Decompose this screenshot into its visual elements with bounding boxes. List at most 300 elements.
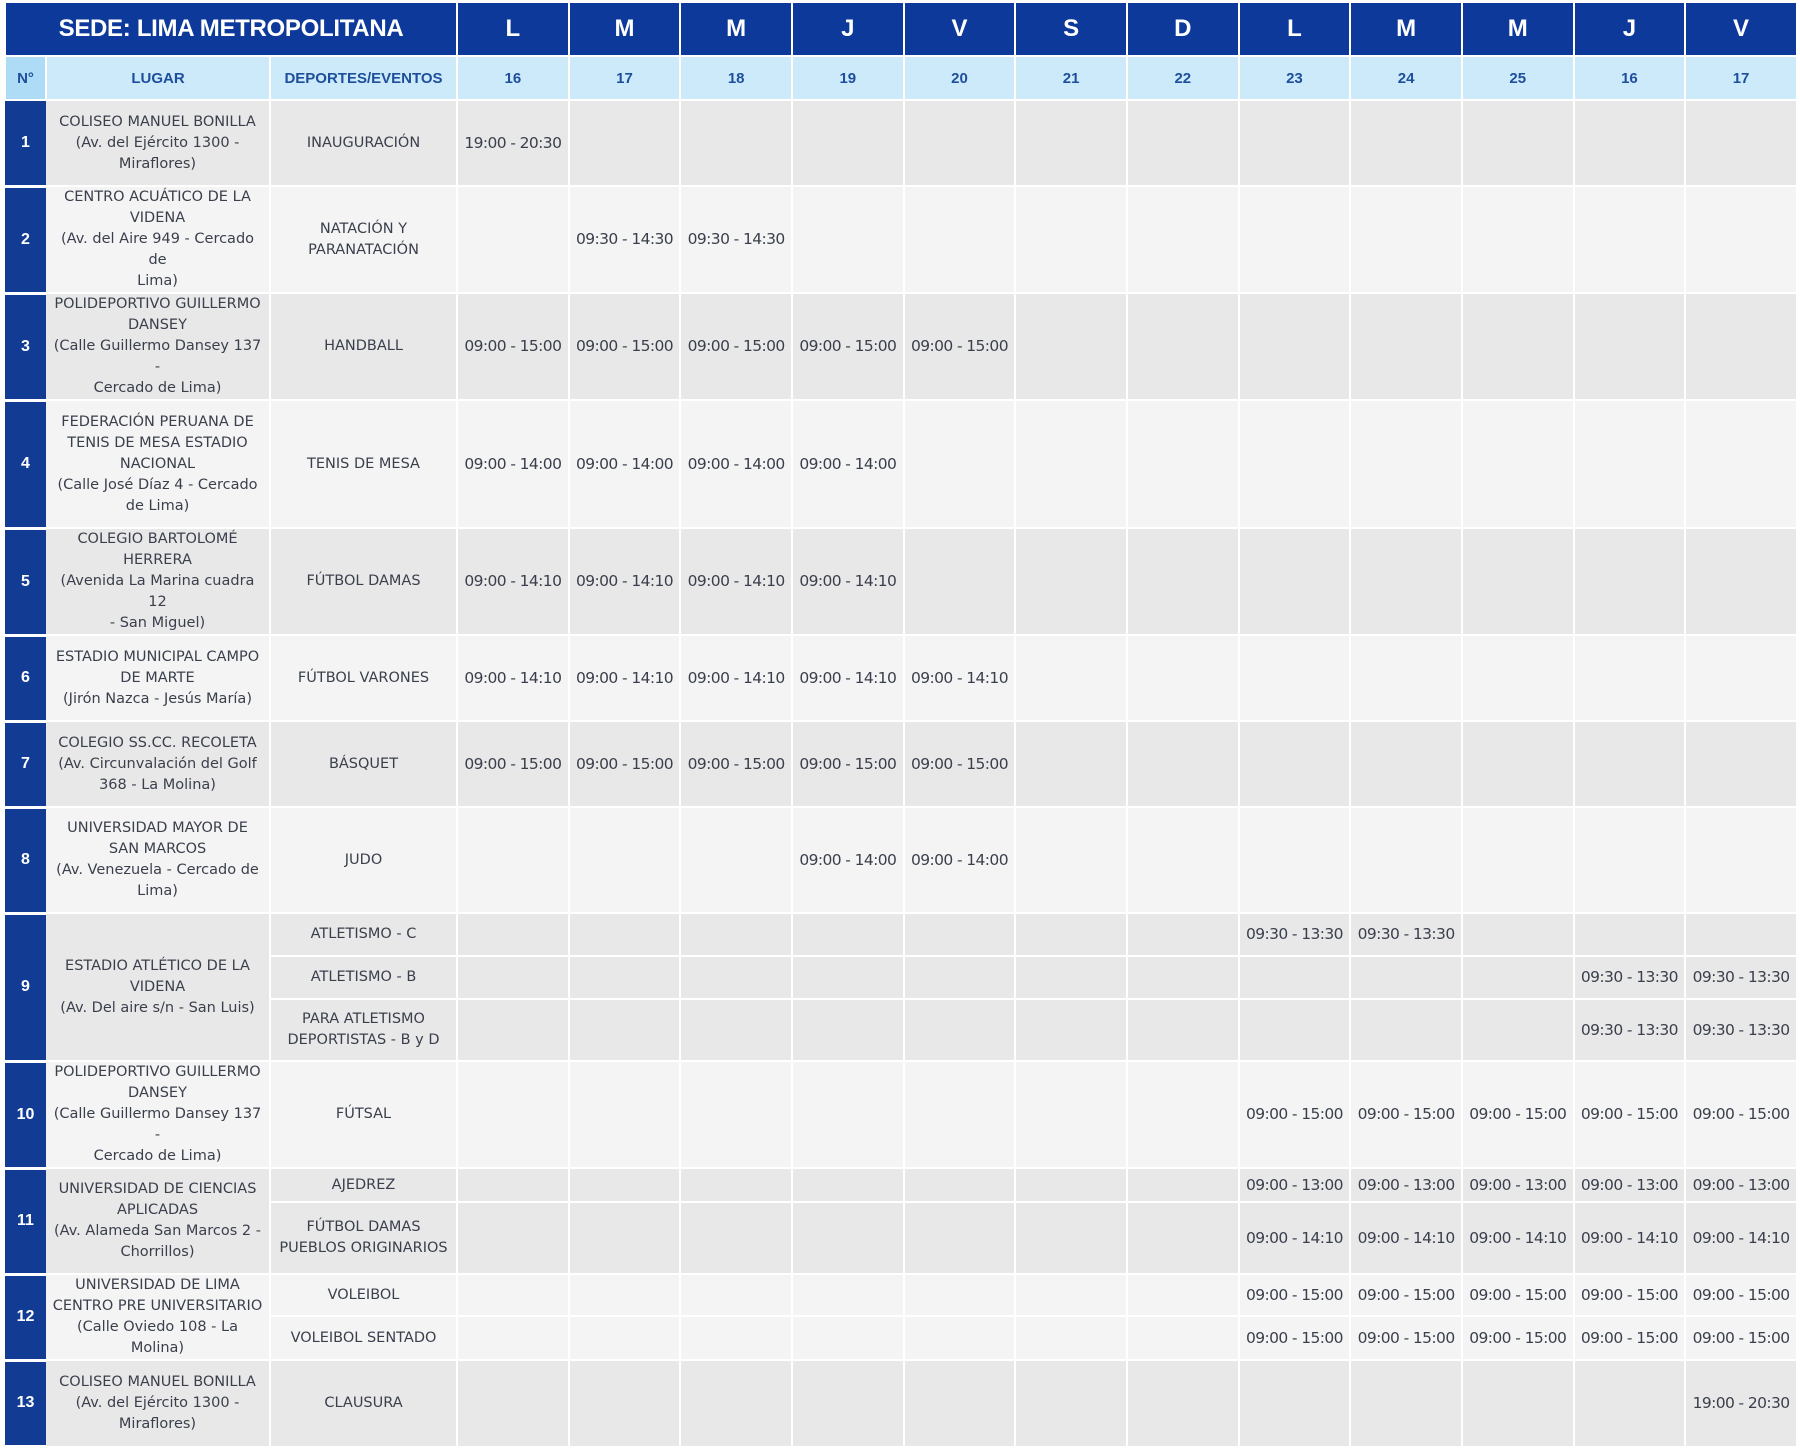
time-slot-cell <box>1462 293 1574 400</box>
row-number: 2 <box>5 186 46 293</box>
time-slot-cell: 09:30 - 13:30 <box>1574 999 1686 1061</box>
venue-line: (Av. del Ejército 1300 - <box>75 134 240 151</box>
schedule-row <box>5 956 1797 999</box>
time-slot-cell <box>1015 1168 1127 1202</box>
time-slot-cell: 09:30 - 14:30 <box>680 186 792 293</box>
event-name-line: FÚTBOL VARONES <box>297 669 430 686</box>
time-slot-cell <box>1350 956 1462 999</box>
event-name-line: ATLETISMO - B <box>310 969 417 985</box>
schedule-row <box>5 721 1797 807</box>
schedule-row <box>5 1316 1797 1360</box>
time-slot-cell <box>904 1061 1016 1168</box>
time-slot-cell <box>569 100 681 186</box>
row-number: 1 <box>5 100 46 186</box>
time-slot-cell: 09:00 - 14:10 <box>1462 1202 1574 1274</box>
time-slot-cell <box>1462 186 1574 293</box>
time-slot-cell <box>569 999 681 1061</box>
time-slot-cell: 09:00 - 15:00 <box>1239 1274 1351 1316</box>
time-slot-cell: 09:00 - 14:10 <box>680 528 792 635</box>
row-number: 6 <box>5 635 46 721</box>
time-slot-cell <box>1127 186 1239 293</box>
venue-line: (Calle Guillermo Dansey 137 - <box>53 338 262 375</box>
event-name-line: DEPORTISTAS - B y D <box>287 1032 440 1048</box>
time-slot-cell <box>1685 721 1797 807</box>
time-slot-cell: 09:30 - 13:30 <box>1239 913 1351 956</box>
venue-line: UNIVERSIDAD MAYOR DE <box>67 820 248 836</box>
event-cell <box>270 293 457 400</box>
time-slot-cell <box>1239 807 1351 913</box>
time-slot-cell <box>1685 635 1797 721</box>
time-slot-cell: 09:30 - 13:30 <box>1350 913 1462 956</box>
time-slot-cell <box>1462 1360 1574 1446</box>
time-slot-cell <box>1350 293 1462 400</box>
time-slot-cell: 09:00 - 15:00 <box>569 293 681 400</box>
row-number: 8 <box>5 807 46 913</box>
time-slot-cell <box>1239 1360 1351 1446</box>
date-header-cell: 22 <box>1127 56 1239 100</box>
date-header-cell: 24 <box>1350 56 1462 100</box>
time-slot-cell <box>1015 528 1127 635</box>
time-slot-cell <box>569 1202 681 1274</box>
time-slot-cell <box>792 1202 904 1274</box>
day-header-cell: J <box>1574 3 1686 56</box>
venue-line: UNIVERSIDAD DE CIENCIAS <box>58 1181 257 1197</box>
venue-line: Lima) <box>137 883 178 899</box>
time-slot-cell: 09:00 - 15:00 <box>457 293 569 400</box>
time-slot-cell: 09:00 - 15:00 <box>457 721 569 807</box>
event-name-line: JUDO <box>344 851 383 868</box>
venue-line: UNIVERSIDAD DE LIMA <box>75 1277 240 1293</box>
venue-cell <box>46 1168 270 1274</box>
time-slot-cell <box>1685 913 1797 956</box>
time-slot-cell <box>1685 807 1797 913</box>
venue-line: DE MARTE <box>120 669 195 686</box>
time-slot-cell <box>569 1360 681 1446</box>
venue-cell <box>46 186 270 293</box>
event-cell <box>270 1360 457 1446</box>
time-slot-cell: 09:00 - 14:10 <box>457 528 569 635</box>
event-cell <box>270 1168 457 1202</box>
venue-line: 368 - La Molina) <box>99 776 216 793</box>
time-slot-cell: 09:00 - 15:00 <box>680 293 792 400</box>
time-slot-cell: 09:00 - 15:00 <box>904 721 1016 807</box>
time-slot-cell <box>1015 913 1127 956</box>
row-number: 10 <box>5 1061 46 1168</box>
row-number: 12 <box>5 1274 46 1360</box>
column-header-row <box>5 56 1797 100</box>
time-slot-cell: 09:00 - 14:00 <box>904 807 1016 913</box>
time-slot-cell <box>680 1274 792 1316</box>
time-slot-cell <box>1127 635 1239 721</box>
time-slot-cell <box>1015 1360 1127 1446</box>
time-slot-cell <box>680 956 792 999</box>
time-slot-cell: 09:00 - 15:00 <box>1685 1316 1797 1360</box>
time-slot-cell <box>1350 528 1462 635</box>
time-slot-cell: 09:00 - 14:10 <box>1574 1202 1686 1274</box>
time-slot-cell <box>1350 186 1462 293</box>
time-slot-cell <box>1015 1202 1127 1274</box>
time-slot-cell <box>1015 956 1127 999</box>
time-slot-cell <box>457 956 569 999</box>
event-cell <box>270 721 457 807</box>
time-slot-cell <box>1127 1061 1239 1168</box>
event-cell <box>270 100 457 186</box>
time-slot-cell <box>1685 400 1797 528</box>
row-number: 9 <box>5 913 46 1061</box>
time-slot-cell <box>1239 999 1351 1061</box>
time-slot-cell <box>904 913 1016 956</box>
venue-line: SAN MARCOS <box>108 841 207 857</box>
time-slot-cell <box>904 956 1016 999</box>
time-slot-cell <box>1462 400 1574 528</box>
event-name-line: PUEBLOS ORIGINARIOS <box>279 1240 448 1256</box>
time-slot-cell: 09:00 - 14:10 <box>1350 1202 1462 1274</box>
time-slot-cell <box>904 1202 1016 1274</box>
time-slot-cell <box>1685 100 1797 186</box>
time-slot-cell <box>1574 528 1686 635</box>
event-cell <box>270 1061 457 1168</box>
time-slot-cell <box>1239 528 1351 635</box>
time-slot-cell <box>569 956 681 999</box>
venue-line: APLICADAS <box>116 1202 199 1218</box>
venue-cell <box>46 1061 270 1168</box>
time-slot-cell: 09:00 - 15:00 <box>1350 1316 1462 1360</box>
time-slot-cell: 09:30 - 14:30 <box>569 186 681 293</box>
time-slot-cell <box>1127 956 1239 999</box>
time-slot-cell <box>1350 721 1462 807</box>
time-slot-cell: 09:30 - 13:30 <box>1685 999 1797 1061</box>
venue-line: Chorrillos) <box>120 1244 195 1260</box>
time-slot-cell <box>1127 400 1239 528</box>
schedule-row <box>5 999 1797 1061</box>
time-slot-cell: 09:30 - 13:30 <box>1574 956 1686 999</box>
day-header-cell: L <box>1239 3 1351 56</box>
time-slot-cell <box>1127 999 1239 1061</box>
time-slot-cell: 09:00 - 14:10 <box>569 528 681 635</box>
row-number: 11 <box>5 1168 46 1274</box>
day-header-cell: V <box>904 3 1016 56</box>
time-slot-cell: 09:00 - 15:00 <box>1574 1061 1686 1168</box>
date-header-cell: 16 <box>457 56 569 100</box>
time-slot-cell <box>792 1274 904 1316</box>
time-slot-cell <box>1239 100 1351 186</box>
event-cell <box>270 1202 457 1274</box>
time-slot-cell <box>1462 807 1574 913</box>
schedule-table <box>4 3 1798 1448</box>
time-slot-cell <box>457 1360 569 1446</box>
venue-line: COLISEO MANUEL BONILLA <box>59 113 256 130</box>
time-slot-cell <box>1574 400 1686 528</box>
venue-line: (Av. del Ejército 1300 - <box>75 1395 240 1411</box>
schedule-row <box>5 1274 1797 1316</box>
day-header-cell: M <box>1462 3 1574 56</box>
date-header-cell: 19 <box>792 56 904 100</box>
time-slot-cell <box>1350 999 1462 1061</box>
time-slot-cell <box>1127 528 1239 635</box>
column-header-deportes: DEPORTES/EVENTOS <box>270 56 457 100</box>
row-number: 13 <box>5 1360 46 1446</box>
venue-line: (Jirón Nazca - Jesús María) <box>63 690 252 707</box>
time-slot-cell: 09:00 - 14:10 <box>457 635 569 721</box>
time-slot-cell: 19:00 - 20:30 <box>457 100 569 186</box>
day-header-cell: V <box>1685 3 1797 56</box>
time-slot-cell <box>680 1202 792 1274</box>
event-name-line: FÚTBOL DAMAS <box>306 573 421 589</box>
time-slot-cell <box>1015 635 1127 721</box>
date-header-cell: 23 <box>1239 56 1351 100</box>
day-header-cell: S <box>1015 3 1127 56</box>
time-slot-cell <box>1350 807 1462 913</box>
day-header-cell: J <box>792 3 904 56</box>
time-slot-cell <box>1685 186 1797 293</box>
time-slot-cell <box>457 1274 569 1316</box>
time-slot-cell <box>1350 100 1462 186</box>
venue-cell <box>46 635 270 721</box>
row-number: 4 <box>5 400 46 528</box>
row-number: 3 <box>5 293 46 400</box>
time-slot-cell <box>1015 400 1127 528</box>
time-slot-cell: 09:00 - 15:00 <box>1350 1274 1462 1316</box>
time-slot-cell <box>1574 293 1686 400</box>
time-slot-cell: 09:00 - 15:00 <box>1350 1061 1462 1168</box>
venue-line: Miraflores) <box>118 155 197 172</box>
time-slot-cell <box>1574 186 1686 293</box>
time-slot-cell <box>1574 635 1686 721</box>
event-cell <box>270 635 457 721</box>
time-slot-cell: 09:00 - 15:00 <box>569 721 681 807</box>
time-slot-cell <box>680 1360 792 1446</box>
time-slot-cell <box>457 913 569 956</box>
time-slot-cell <box>457 1202 569 1274</box>
venue-cell <box>46 913 270 1061</box>
event-name-line: HANDBALL <box>324 338 403 354</box>
time-slot-cell: 09:00 - 15:00 <box>904 293 1016 400</box>
time-slot-cell <box>792 913 904 956</box>
time-slot-cell: 09:00 - 15:00 <box>1462 1061 1574 1168</box>
time-slot-cell: 09:00 - 13:00 <box>1574 1168 1686 1202</box>
venue-line: POLIDEPORTIVO GUILLERMO <box>54 1064 261 1080</box>
time-slot-cell: 09:00 - 15:00 <box>1574 1274 1686 1316</box>
time-slot-cell: 09:00 - 14:10 <box>904 635 1016 721</box>
time-slot-cell <box>1574 1360 1686 1446</box>
day-header-cell: L <box>457 3 569 56</box>
time-slot-cell <box>457 807 569 913</box>
event-name-line: FÚTSAL <box>335 1106 392 1122</box>
venue-line: CENTRO ACUÁTICO DE LA <box>64 189 251 205</box>
time-slot-cell: 09:00 - 14:00 <box>457 400 569 528</box>
time-slot-cell: 09:00 - 13:00 <box>1239 1168 1351 1202</box>
time-slot-cell: 09:00 - 14:10 <box>792 635 904 721</box>
venue-line: (Calle José Díaz 4 - Cercado <box>57 476 258 493</box>
venue-line: POLIDEPORTIVO GUILLERMO <box>54 296 261 312</box>
event-name-line: TENIS DE MESA <box>307 455 420 472</box>
schedule-row <box>5 1360 1797 1446</box>
venue-cell <box>46 1274 270 1360</box>
time-slot-cell <box>1574 913 1686 956</box>
time-slot-cell <box>792 1168 904 1202</box>
time-slot-cell <box>1239 956 1351 999</box>
time-slot-cell <box>1015 100 1127 186</box>
schedule-row <box>5 635 1797 721</box>
venue-cell <box>46 400 270 528</box>
time-slot-cell: 09:00 - 15:00 <box>792 293 904 400</box>
event-name-line: FÚTBOL DAMAS <box>306 1219 421 1235</box>
time-slot-cell: 09:00 - 14:10 <box>569 635 681 721</box>
day-header-cell: M <box>1350 3 1462 56</box>
venue-cell <box>46 1360 270 1446</box>
venue-cell <box>46 100 270 186</box>
time-slot-cell <box>680 999 792 1061</box>
time-slot-cell <box>457 1316 569 1360</box>
venue-line: VIDENA <box>129 210 186 226</box>
time-slot-cell <box>680 1316 792 1360</box>
time-slot-cell <box>1015 1061 1127 1168</box>
time-slot-cell: 09:00 - 15:00 <box>1574 1316 1686 1360</box>
schedule-row <box>5 293 1797 400</box>
time-slot-cell <box>904 528 1016 635</box>
time-slot-cell <box>904 999 1016 1061</box>
time-slot-cell <box>569 1274 681 1316</box>
time-slot-cell: 09:00 - 15:00 <box>1685 1274 1797 1316</box>
schedule-row <box>5 1061 1797 1168</box>
time-slot-cell <box>1239 721 1351 807</box>
venue-line: COLISEO MANUEL BONILLA <box>59 1374 256 1390</box>
time-slot-cell: 09:00 - 14:10 <box>792 528 904 635</box>
time-slot-cell <box>904 400 1016 528</box>
event-cell <box>270 528 457 635</box>
date-header-cell: 18 <box>680 56 792 100</box>
time-slot-cell <box>792 100 904 186</box>
venue-line: (Avenida La Marina cuadra 12 <box>60 573 255 610</box>
venue-line: CENTRO PRE UNIVERSITARIO <box>52 1298 263 1314</box>
time-slot-cell: 09:00 - 14:00 <box>792 400 904 528</box>
time-slot-cell <box>904 1274 1016 1316</box>
time-slot-cell <box>1462 999 1574 1061</box>
event-name-line: BÁSQUET <box>328 755 399 772</box>
time-slot-cell <box>457 186 569 293</box>
time-slot-cell: 09:00 - 14:00 <box>792 807 904 913</box>
time-slot-cell <box>1239 293 1351 400</box>
venue-line: ESTADIO ATLÉTICO DE LA <box>65 957 250 974</box>
venue-line: (Av. Alameda San Marcos 2 - <box>54 1223 261 1239</box>
time-slot-cell <box>680 913 792 956</box>
venue-line: DANSEY <box>128 1085 187 1101</box>
venue-line: (Calle Oviedo 108 - La Molina) <box>77 1319 238 1356</box>
venue-line: (Av. Del aire s/n - San Luis) <box>60 999 255 1016</box>
date-header-cell: 17 <box>1685 56 1797 100</box>
column-header-lugar: LUGAR <box>46 56 270 100</box>
time-slot-cell: 09:00 - 15:00 <box>1462 1274 1574 1316</box>
time-slot-cell <box>1127 1360 1239 1446</box>
time-slot-cell <box>792 1061 904 1168</box>
event-name-line: AJEDREZ <box>331 1176 396 1193</box>
time-slot-cell <box>904 1168 1016 1202</box>
venue-line: Miraflores) <box>118 1416 197 1432</box>
time-slot-cell: 09:00 - 15:00 <box>1462 1316 1574 1360</box>
venue-line: TENIS DE MESA ESTADIO <box>67 434 248 451</box>
venue-cell <box>46 528 270 635</box>
event-cell <box>270 913 457 956</box>
time-slot-cell <box>792 999 904 1061</box>
venue-line: Lima) <box>137 273 178 289</box>
venue-line: (Av. del Aire 949 - Cercado de <box>60 231 255 268</box>
time-slot-cell <box>1015 186 1127 293</box>
event-name-line: INAUGURACIÓN <box>306 134 421 151</box>
schedule-body <box>5 100 1797 1446</box>
date-header-cell: 21 <box>1015 56 1127 100</box>
venue-line: COLEGIO SS.CC. RECOLETA <box>58 734 257 751</box>
time-slot-cell <box>680 100 792 186</box>
event-name-line: CLAUSURA <box>324 1395 403 1411</box>
time-slot-cell <box>792 956 904 999</box>
time-slot-cell: 09:00 - 15:00 <box>680 721 792 807</box>
time-slot-cell: 09:00 - 13:00 <box>1685 1168 1797 1202</box>
time-slot-cell: 09:00 - 15:00 <box>1239 1316 1351 1360</box>
event-name-line: PARANATACIÓN <box>308 241 419 258</box>
day-header-cell: M <box>680 3 792 56</box>
venue-cell <box>46 721 270 807</box>
time-slot-cell: 09:00 - 14:00 <box>680 400 792 528</box>
venue-line: VIDENA <box>129 978 186 995</box>
time-slot-cell <box>1015 1316 1127 1360</box>
event-name-line: NATACIÓN Y <box>319 220 408 237</box>
time-slot-cell <box>1015 1274 1127 1316</box>
venue-line: NACIONAL <box>119 455 196 472</box>
time-slot-cell <box>1127 293 1239 400</box>
time-slot-cell <box>1685 528 1797 635</box>
time-slot-cell <box>569 807 681 913</box>
time-slot-cell <box>1239 635 1351 721</box>
time-slot-cell <box>1350 400 1462 528</box>
time-slot-cell <box>1127 1202 1239 1274</box>
time-slot-cell <box>1574 100 1686 186</box>
time-slot-cell <box>680 807 792 913</box>
time-slot-cell <box>1239 400 1351 528</box>
venue-line: Cercado de Lima) <box>93 380 222 396</box>
time-slot-cell <box>457 1168 569 1202</box>
day-header-cell: M <box>569 3 681 56</box>
row-number: 5 <box>5 528 46 635</box>
time-slot-cell <box>792 1360 904 1446</box>
time-slot-cell: 09:00 - 13:00 <box>1350 1168 1462 1202</box>
schedule-row <box>5 913 1797 956</box>
time-slot-cell <box>1015 999 1127 1061</box>
venue-line: Cercado de Lima) <box>93 1148 222 1164</box>
venue-line: - San Miguel) <box>109 615 206 631</box>
date-header-cell: 20 <box>904 56 1016 100</box>
column-header-number: N° <box>5 56 46 100</box>
time-slot-cell <box>569 1168 681 1202</box>
time-slot-cell: 09:00 - 15:00 <box>1685 1061 1797 1168</box>
venue-line: (Av. Venezuela - Cercado de <box>56 862 259 878</box>
time-slot-cell: 09:00 - 14:00 <box>569 400 681 528</box>
time-slot-cell <box>680 1168 792 1202</box>
time-slot-cell <box>569 1061 681 1168</box>
schedule-row <box>5 1168 1797 1202</box>
time-slot-cell <box>792 1316 904 1360</box>
time-slot-cell <box>904 1360 1016 1446</box>
time-slot-cell <box>1685 293 1797 400</box>
time-slot-cell <box>1350 635 1462 721</box>
schedule-row <box>5 807 1797 913</box>
day-header-cell: D <box>1127 3 1239 56</box>
event-name-line: PARA ATLETISMO <box>302 1011 425 1027</box>
time-slot-cell <box>457 1061 569 1168</box>
venue-line: (Calle Guillermo Dansey 137 - <box>53 1106 262 1143</box>
time-slot-cell: 09:00 - 15:00 <box>1239 1061 1351 1168</box>
schedule-row <box>5 400 1797 528</box>
venue-line: (Av. Circunvalación del Golf <box>58 755 257 772</box>
